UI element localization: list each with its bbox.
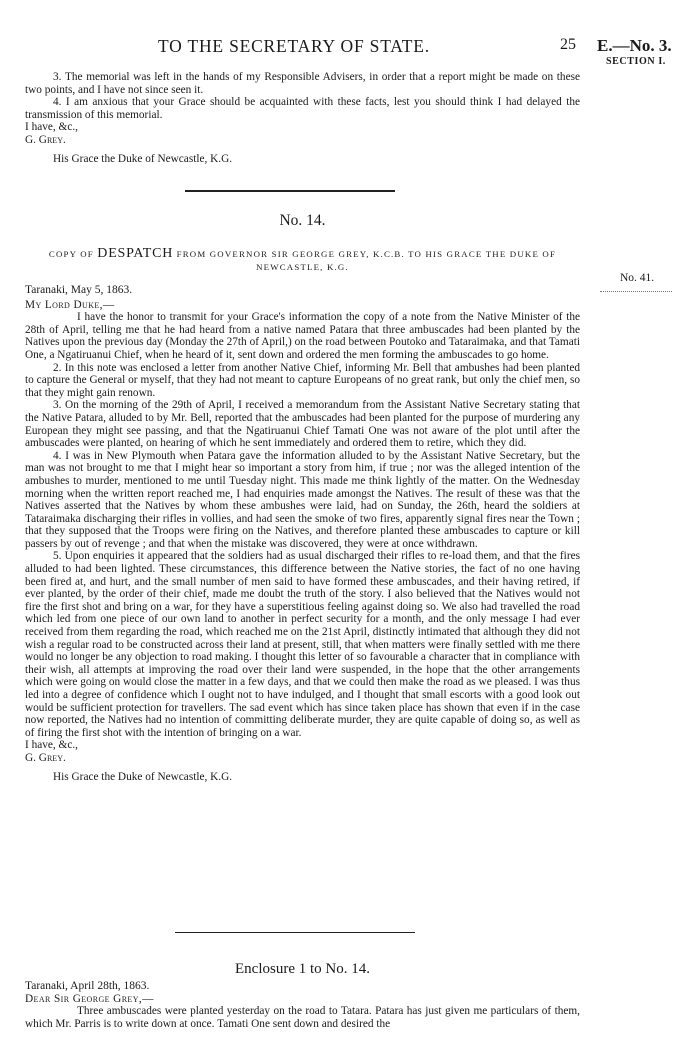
enclosure-body bbox=[25, 980, 580, 1030]
enclosure-divider bbox=[175, 932, 415, 933]
running-head: TO THE SECRETARY OF STATE. bbox=[158, 36, 430, 56]
top-letter-closing: I have, &c., bbox=[25, 121, 79, 134]
top-letter bbox=[25, 71, 580, 165]
margin-rule bbox=[600, 291, 672, 292]
section-divider bbox=[185, 190, 395, 192]
despatch-body bbox=[25, 284, 580, 783]
despatch-title-word: DESPATCH bbox=[97, 246, 174, 261]
top-letter-para-3: 3. The memorial was left in the hands of my Responsible Advisers, in order that a report might be made on these two points, and I have not since seen it. bbox=[25, 71, 580, 96]
despatch-signature: G. Grey. bbox=[25, 751, 66, 764]
despatch-salutation: My Lord Duke,— bbox=[25, 298, 115, 311]
despatch-title bbox=[25, 247, 580, 274]
despatch-closing: I have, &c., bbox=[25, 739, 79, 752]
enclosure-heading: Enclosure 1 to No. 14. bbox=[235, 961, 370, 977]
despatch-title-prefix: COPY OF bbox=[48, 249, 94, 259]
despatch-para-1: I have the honor to transmit for your Grace's information the copy of a note from the Native Minister of the 28th of April, telling me that he had heard from a native named Patara that three ambuscades had been planted by the Natives upon the previous day (Monday the 27th of April,) on the road between Poutoko and Tataraimaka, and that Tamati One, a Ngatiruanui Chief, when he heard of it, sent down and ordered the men forming the ambuscades to go home. bbox=[25, 311, 580, 361]
enclosure-para-1: Three ambuscades were planted yesterday on the road to Tatara. Patara has just given me particulars of them, which Mr. Parris is to write down at once. Tamati One sent down and desired the bbox=[25, 1005, 580, 1030]
despatch-title-rest: FROM GOVERNOR SIR GEORGE GREY, K.C.B. TO HIS GRACE THE DUKE OF NEWCASTLE, K.G. bbox=[176, 249, 557, 272]
margin-reference: No. 41. bbox=[620, 272, 655, 284]
despatch-number: No. 14. bbox=[279, 212, 326, 229]
despatch-para-5: 5. Upon enquiries it appeared that the soldiers had as usual discharged their rifles to re-load them, and that the fires alluded to had been lighted. These circumstances, this difference between the Native stories, the fact of no one having been fired at, and hurt, and the small number of men said to have formed these ambuscades, and their having retired, if ever planted, by the order of their chief, made me doubt the truth of the story. I also believed that the Natives would not fire the first shot and bring on a war, for they have a superstitious feeling against doing so. We also had travelled the road which led from one piece of our own land to another in perfect security for a month, and the only message I had ever received from them regarding the road, which reached me on the 21st April, distinctly intimated that although they did not wish a regular road to be constructed across their land at present, still, that when matters were finally settled with me there would no longer be any objection to road making. I thought this letter of so favourable a character that in compliance with their wish, all attempts at improving the road over their land were suspended, in the hope that the other arrangements which were going on would close the matter in a few days, and that we could then make the road as we pleased. I was thus led into a degree of confidence which I ought not to have indulged, and I thought that small escorts with a good look out would be sufficient protection for travellers. The sad event which has since taken place has shown that even if in the case now reported, the Natives had no intention of committing deliberate murder, they are quite capable of doing so, as well as of firing the first shot with the intention of bringing on a war. bbox=[25, 550, 580, 739]
page-number: 25 bbox=[560, 36, 576, 53]
top-letter-signature: G. Grey. bbox=[25, 133, 66, 146]
despatch-dateline: Taranaki, May 5, 1863. bbox=[25, 284, 133, 296]
top-letter-addressee: His Grace the Duke of Newcastle, K.G. bbox=[53, 152, 233, 165]
series-reference: E.—No. 3. bbox=[597, 36, 672, 55]
enclosure-salutation: Dear Sir George Grey,— bbox=[25, 992, 154, 1005]
enclosure-dateline: Taranaki, April 28th, 1863. bbox=[25, 980, 150, 992]
despatch-para-3: 3. On the morning of the 29th of April, I received a memorandum from the Assistant Native Secretary stating that the Native Patara, alluded to by Mr. Bell, reported that the ambuscades had been planted for the purpose of murdering any European they might see passing, and that the Ngatiruanui Chief Tamati One was not aware of the plot until after the ambuscades were planted, on hearing of which he sent immediately and ordered them to retire, which they did. bbox=[25, 399, 580, 450]
despatch-para-2: 2. In this note was enclosed a letter from another Native Chief, informing Mr. Bell that ambushes had been planted to capture the General or myself, that they had not meant to capture Europeans of no great rank, but only the chief men, so that they might gain renown. bbox=[25, 361, 580, 399]
section-label: SECTION I. bbox=[606, 56, 666, 67]
despatch-addressee: His Grace the Duke of Newcastle, K.G. bbox=[53, 770, 233, 783]
top-letter-para-4: 4. I am anxious that your Grace should be acquainted with these facts, lest you should think I had delayed the transmission of this memorial. bbox=[25, 96, 580, 121]
despatch-para-4: 4. I was in New Plymouth when Patara gave the information alluded to by the Assistant Native Secretary, but the man was not brought to me that I might hear so important a story from him, if true ; nor was the alleged intention of the ambushes to murder, mentioned to me until Tuesday night. This made me think lightly of the matter. On the Wednesday morning when the written report reached me, I had enquiries made amongst the Natives. The result of these was that the Natives asserted that the Natives by whom these ambushes were laid, had on Sunday, the 26th, heard the soldiers at Tataraimaka discharging their rifles in vollies, and had seen the smoke of two fires, apparently signal fires near the Town ; that they supposed that the Troops were firing on the Natives, and therefore planted these ambuscades to capture or kill passers by out of revenge ; and that when the mistake was discovered, they were at once withdrawn. bbox=[25, 449, 580, 550]
